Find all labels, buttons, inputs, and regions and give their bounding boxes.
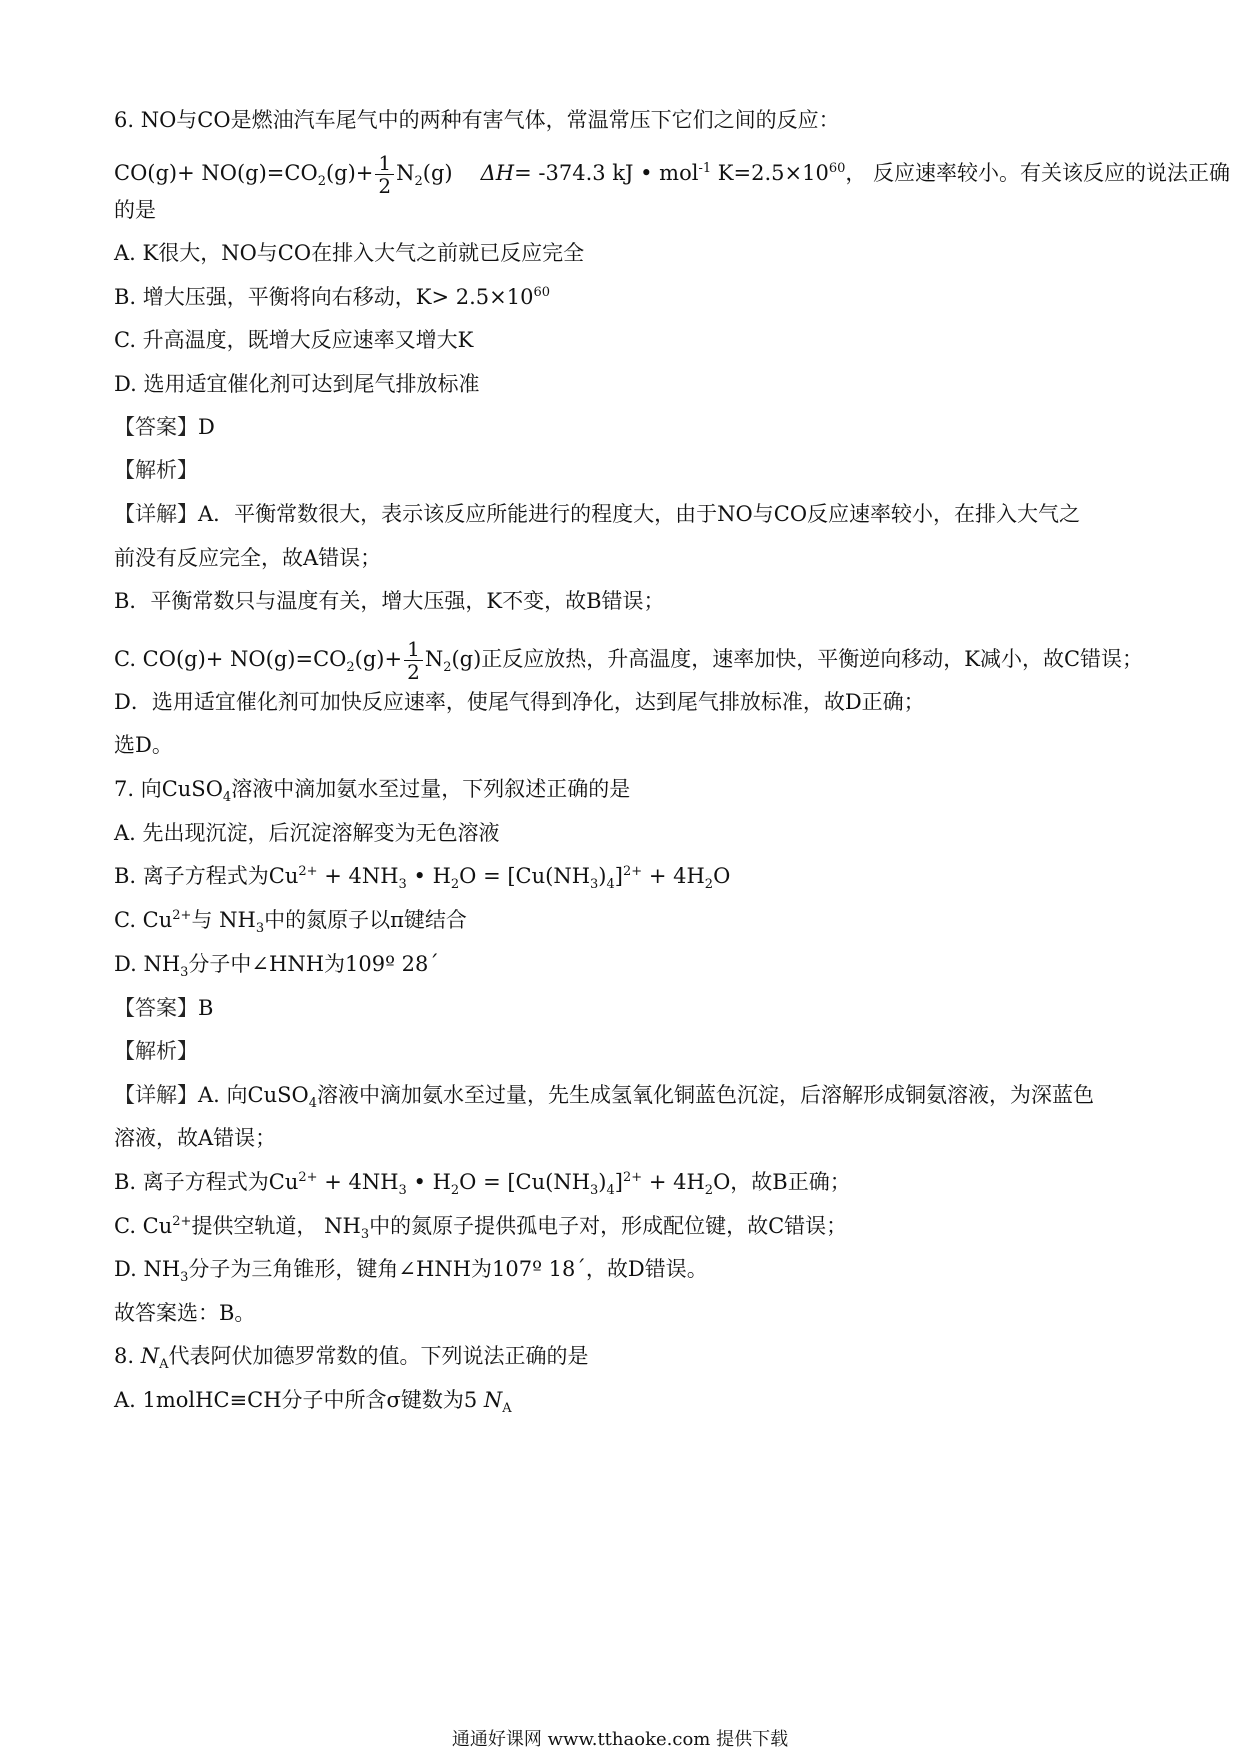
fraction-half: $\frac{1}{2}$: [375, 152, 394, 197]
q7-option-d: D. $NH_3$分子中∠HNH为109º 28´: [114, 952, 439, 981]
q7-analysis-tag: 【解析】: [114, 1039, 198, 1063]
q6-option-b: B. 增大压强，平衡将向右移动，$K> 2.5\times 10^{60}$: [114, 285, 551, 309]
q6-equation: $CO(g)+ NO(g)=CO_2(g)+$ $\frac{1}{2}$ $N_2(g)$ ΔH= -374.3 kJ • mol$^{-1}$ $K=2.5\times 10^{60}$， 反应速率较小。有关该反应的说法正确: [114, 151, 1231, 198]
q7-detail-3: B. 离子方程式为$Cu^{2+} + 4NH_3$ • $H_2O = [Cu(NH_3)_4]^{2+} + 4H_2O$，故B正确；: [114, 1170, 851, 1199]
q7-option-a: A. 先出现沉淀，后沉淀溶解变为无色溶液: [114, 821, 500, 845]
q6-detail-4: C. $CO(g)+ NO(g)=CO_2(g)+$ $\frac{1}{2}$ $N_2(g)$正反应放热，升高温度，速率加快，平衡逆向移动，K减小，故C错误；: [114, 637, 1144, 684]
q7-detail-4: C. $Cu^{2+}$提供空轨道， $NH_3$中的氮原子提供孤电子对，形成配位键，故C错误；: [114, 1214, 848, 1243]
q6-detail-3: B．平衡常数只与温度有关，增大压强，K不变，故B错误；: [114, 589, 665, 613]
q6-detail-5: D．选用适宜催化剂可加快反应速率，使尾气得到净化，达到尾气排放标准，故D正确；: [114, 690, 925, 714]
q6-stem: 6. NO与CO是燃油汽车尾气中的两种有害气体，常温常压下它们之间的反应：: [114, 108, 840, 132]
q6-stem-end: 的是: [114, 198, 156, 222]
footer-watermark: 通通好课网 www.tthaoke.com 提供下载: [451, 1729, 789, 1750]
q6-option-a: A. K很大，NO与CO在排入大气之前就已反应完全: [114, 241, 585, 265]
q7-option-c: C. $Cu^{2+}$与 $NH_3$中的氮原子以π键结合: [114, 908, 467, 937]
q6-option-d: D. 选用适宜催化剂可达到尾气排放标准: [114, 372, 480, 396]
q7-stem: 7. 向CuSO$_4$溶液中滴加氨水至过量，下列叙述正确的是: [114, 777, 631, 806]
q7-option-b: B. 离子方程式为$Cu^{2+} + 4NH_3$ • $H_2O = [Cu(NH_3)_4]^{2+} + 4H_2O$: [114, 864, 731, 893]
q7-detail-6: 故答案选：B。: [114, 1301, 256, 1325]
q7-detail-2: 溶液，故A错误；: [114, 1126, 277, 1150]
q7-detail-1: 【详解】A. 向CuSO$_4$溶液中滴加氨水至过量，先生成氢氧化铜蓝色沉淀，后溶解形成铜氨溶液，为深蓝色: [114, 1083, 1094, 1112]
q6-answer: 【答案】D: [114, 415, 215, 439]
fraction-half: $\frac{1}{2}$: [404, 638, 423, 683]
q6-detail-6: 选D。: [114, 733, 173, 757]
q6-detail-2: 前没有反应完全，故A错误；: [114, 546, 382, 570]
q7-detail-5: D. $NH_3$分子为三角锥形，键角∠HNH为107º 18´，故D错误。: [114, 1257, 708, 1286]
q8-option-a: A. 1molHC≡CH分子中所含σ键数为5 $N_A$: [114, 1388, 512, 1417]
q7-answer: 【答案】B: [114, 996, 214, 1020]
q6-option-c: C. 升高温度，既增大反应速率又增大K: [114, 328, 474, 352]
q8-stem: 8. $N_A$代表阿伏加德罗常数的值。下列说法正确的是: [114, 1344, 589, 1373]
q6-detail-1: 【详解】A．平衡常数很大，表示该反应所能进行的程度大，由于NO与CO反应速率较小，在排入大气之: [114, 502, 1081, 526]
q6-analysis-tag: 【解析】: [114, 458, 198, 482]
